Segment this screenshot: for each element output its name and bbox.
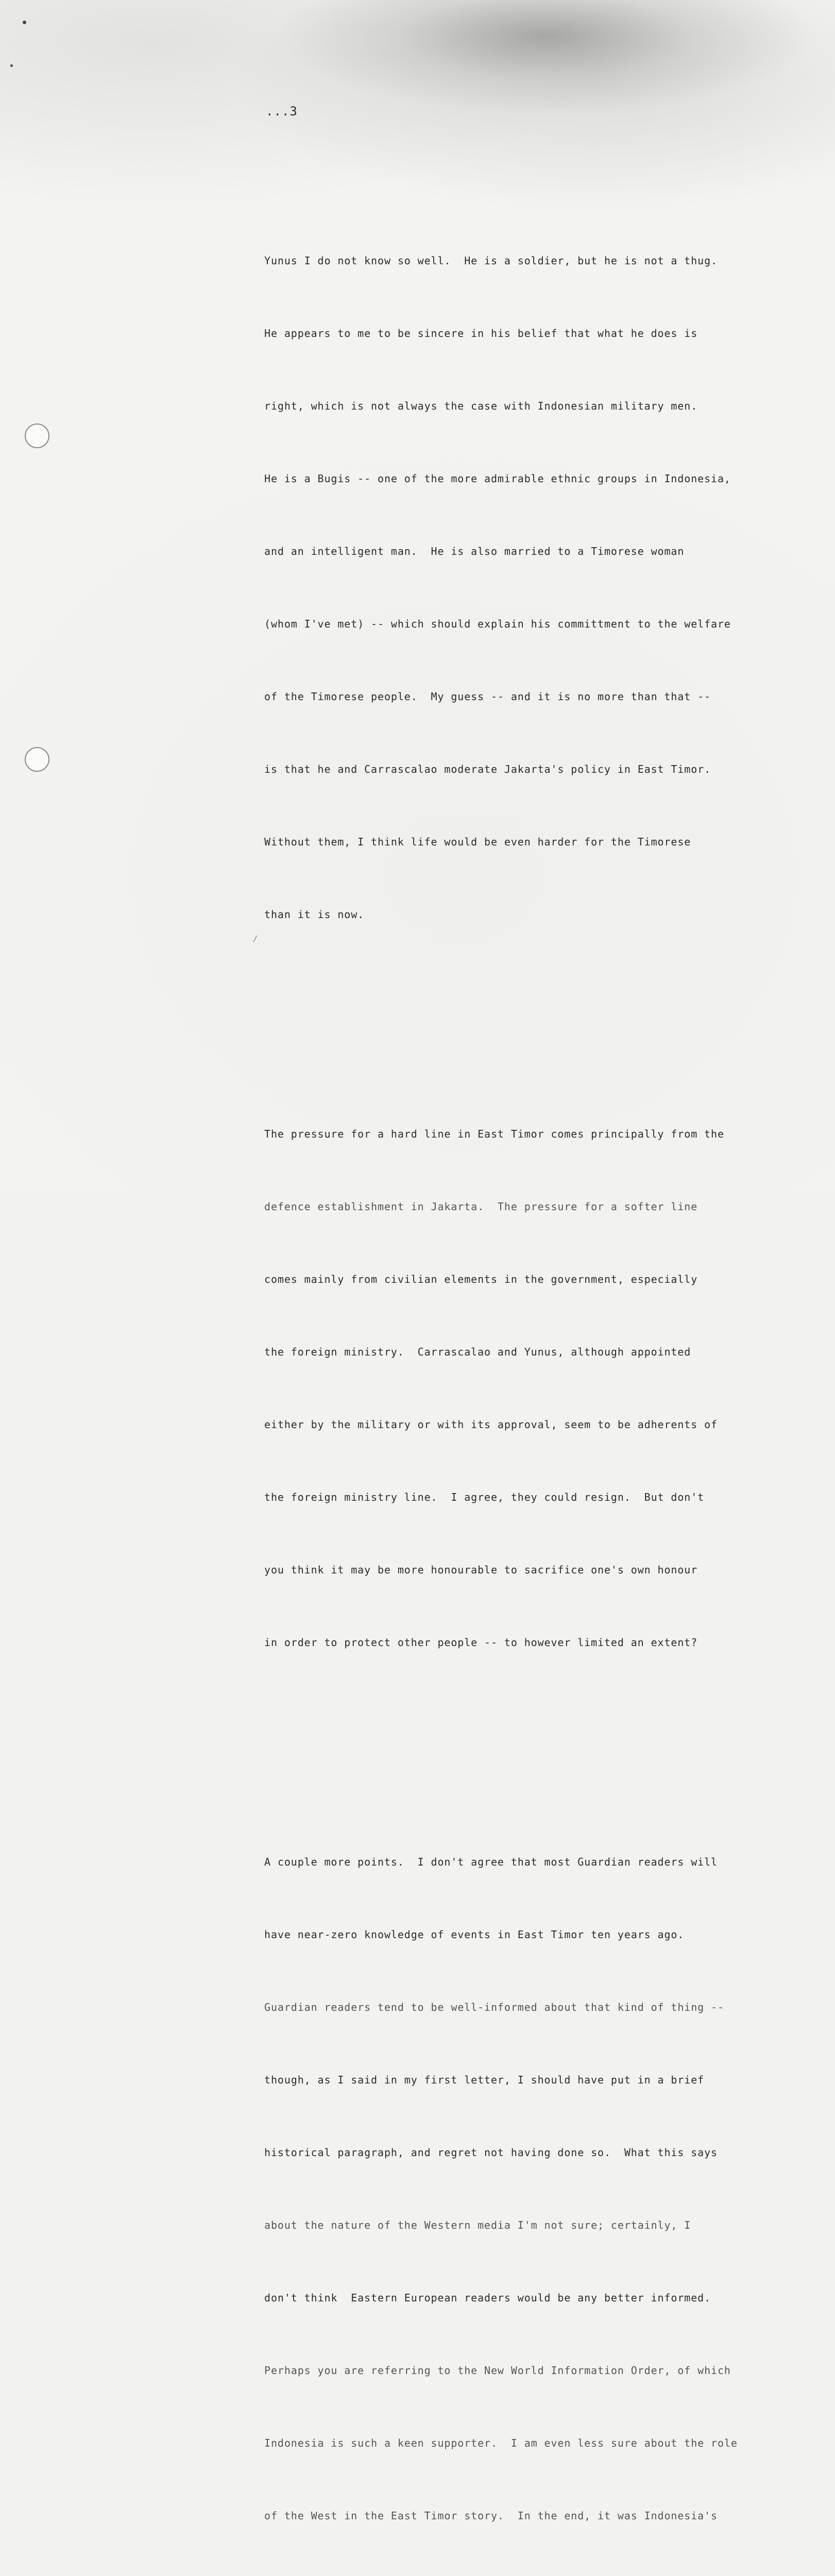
page-number: ...3 (266, 104, 298, 118)
text-line: have near-zero knowledge of events in East Timor ten years ago. (264, 1928, 685, 1941)
text-line: A couple more points. I don't agree that most Guardian readers will (264, 1856, 718, 1868)
paragraph-points (264, 1802, 795, 2576)
text-line: The pressure for a hard line in East Timor comes principally from the (264, 1128, 724, 1140)
text-line: He appears to me to be sincere in his belief that what he does is (264, 327, 698, 340)
margin-mark: ⁄ (252, 934, 258, 944)
paragraph-yunus (264, 200, 795, 975)
ink-speck (23, 21, 26, 24)
text-line: and an intelligent man. He is also married to a Timorese woman (264, 545, 685, 557)
text-line: of the West in the East Timor story. In the end, it was Indonesia's (264, 2510, 718, 2522)
text-line: is that he and Carrascalao moderate Jakarta's policy in East Timor. (264, 763, 711, 775)
text-line: Yunus I do not know so well. He is a soldier, but he is not a thug. (264, 255, 718, 267)
text-line: either by the military or with its approval, seem to be adherents of (264, 1418, 718, 1431)
text-line: than it is now. (264, 908, 365, 921)
text-line: don't think Eastern European readers would be any better informed. (264, 2292, 711, 2304)
text-line: Indonesia is such a keen supporter. I am even less sure about the role (264, 2437, 738, 2449)
text-line: Perhaps you are referring to the New World Information Order, of which (264, 2364, 731, 2377)
letter-body (264, 152, 795, 2576)
text-line: though, as I said in my first letter, I should have put in a brief (264, 2074, 705, 2086)
text-line: (whom I've met) -- which should explain his committment to the welfare (264, 618, 731, 630)
text-line: Without them, I think life would be even harder for the Timorese (264, 836, 691, 848)
text-line: Guardian readers tend to be well-informed about that kind of thing -- (264, 2001, 724, 2013)
text-line: historical paragraph, and regret not having done so. What this says (264, 2146, 718, 2159)
punch-hole-lower (25, 747, 49, 772)
text-line: of the Timorese people. My guess -- and it is no more than that -- (264, 690, 711, 703)
text-line: right, which is not always the case with Indonesian military men. (264, 400, 698, 412)
text-line: the foreign ministry. Carrascalao and Yunus, although appointed (264, 1346, 691, 1358)
ink-speck (10, 64, 13, 67)
text-line: comes mainly from civilian elements in the government, especially (264, 1273, 698, 1285)
text-line: the foreign ministry line. I agree, they could resign. But don't (264, 1491, 705, 1503)
text-line: you think it may be more honourable to sacrifice one's own honour (264, 1564, 698, 1576)
text-line: defence establishment in Jakarta. The pressure for a softer line (264, 1200, 698, 1213)
punch-hole-upper (25, 423, 49, 448)
text-line: in order to protect other people -- to however limited an extent? (264, 1636, 698, 1649)
text-line: He is a Bugis -- one of the more admirable ethnic groups in Indonesia, (264, 472, 731, 485)
text-line: about the nature of the Western media I'm not sure; certainly, I (264, 2219, 691, 2231)
paragraph-pressure (264, 1074, 795, 1703)
